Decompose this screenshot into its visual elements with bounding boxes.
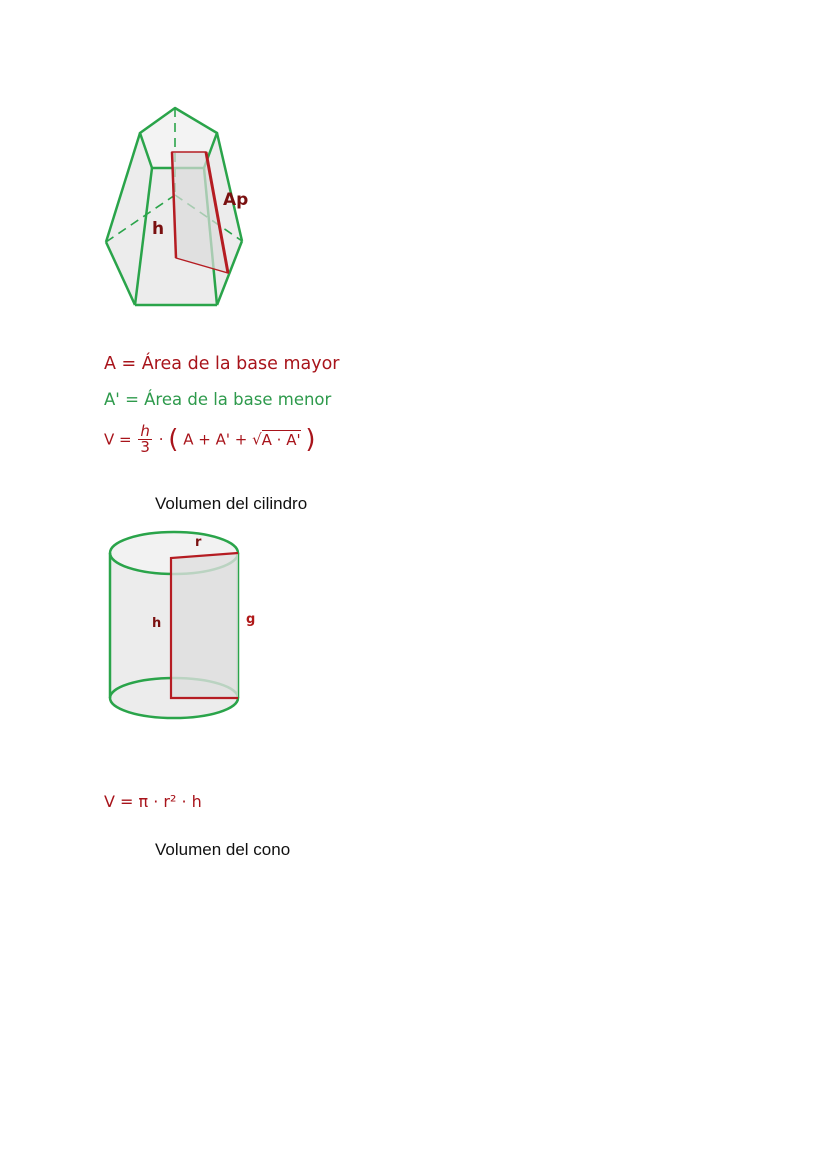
frustum-figure <box>100 100 260 315</box>
base-mayor-definition: A = Área de la base mayor <box>104 354 340 374</box>
formula-lhs: V = <box>104 430 132 449</box>
open-paren: ( <box>168 424 179 455</box>
fraction <box>138 424 152 455</box>
cylinder-figure <box>104 526 256 722</box>
apothem-label: Ap <box>223 190 249 210</box>
generatrix-label: g <box>246 612 256 627</box>
base-menor-definition: A' = Área de la base menor <box>104 390 332 409</box>
cylinder-section-title: Volumen del cilindro <box>155 494 308 513</box>
cylinder-height-label: h <box>152 616 162 631</box>
cylinder-volume-formula: V = π · r² · h <box>104 792 202 811</box>
sqrt-sign: √ <box>252 430 262 449</box>
fraction-numerator: h <box>138 424 152 440</box>
fraction-denominator: 3 <box>140 438 150 456</box>
sqrt-radicand: A · A' <box>261 430 301 449</box>
radius-label: r <box>195 535 202 550</box>
height-label: h <box>152 219 165 239</box>
close-paren: ) <box>305 424 316 455</box>
dot-operator: · <box>158 430 164 449</box>
sum-terms: A + A' + <box>183 430 253 449</box>
cone-section-title: Volumen del cono <box>155 840 291 859</box>
frustum-volume-formula <box>104 424 316 455</box>
